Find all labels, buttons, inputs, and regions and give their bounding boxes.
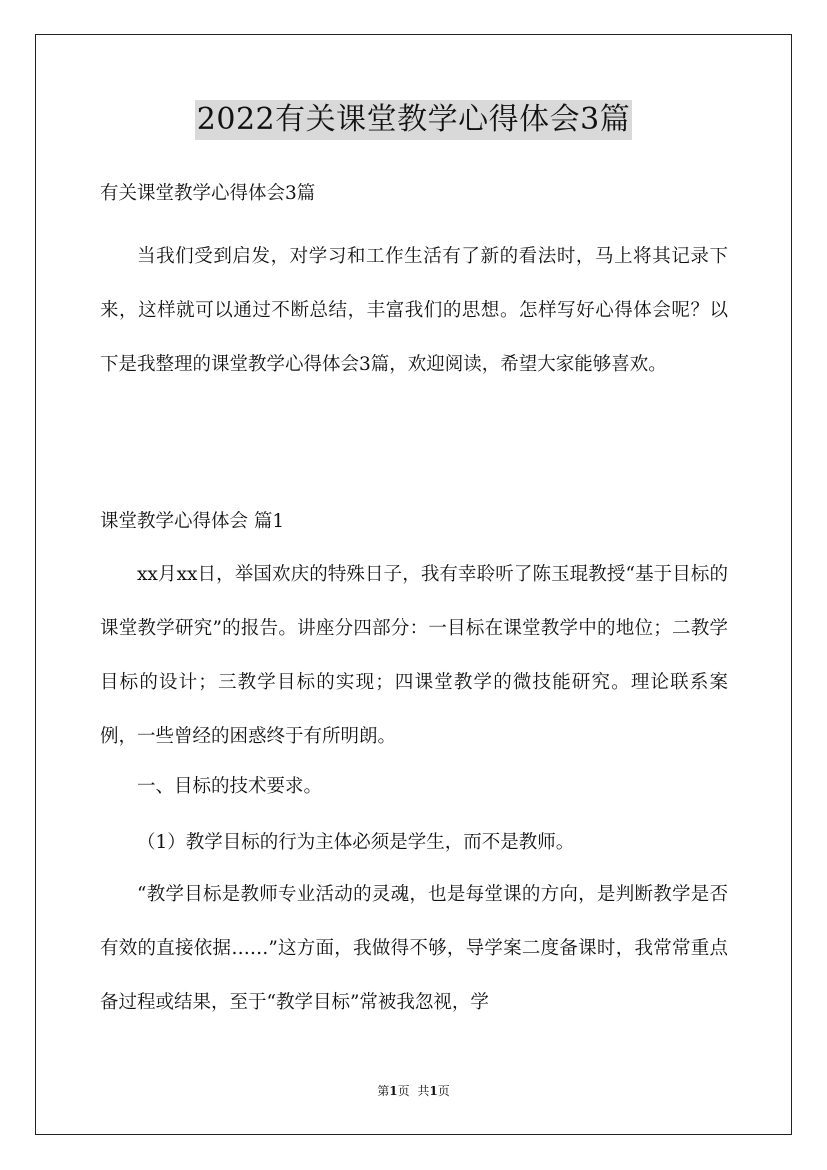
footer-total-suffix: 页 <box>437 1084 450 1098</box>
footer-page-prefix: 第 <box>377 1084 390 1098</box>
footer-total-prefix: 共 <box>417 1084 430 1098</box>
sub-point-body-paragraph: “教学目标是教师专业活动的灵魂，也是每堂课的方向，是判断教学是否有效的直接依据……”这方面，我做得不够，导学案二度备课时，我常常重点备过程或结果，至于“教学目标”常被我忽视，学 <box>100 884 728 1013</box>
footer-page-total: 1 <box>429 1084 438 1098</box>
point-heading: 一、目标的技术要求。 <box>137 776 323 797</box>
section-heading: 课堂教学心得体会 篇1 <box>100 511 285 532</box>
document-subtitle: 有关课堂教学心得体会3篇 <box>100 183 316 204</box>
footer-page-current: 1 <box>389 1084 398 1098</box>
page-footer <box>0 1083 827 1099</box>
footer-page-suffix: 页 <box>397 1084 410 1098</box>
intro-paragraph: 当我们受到启发，对学习和工作生活有了新的看法时，马上将其记录下来，这样就可以通过不断总结，丰富我们的思想。怎样写好心得体会呢？以下是我整理的课堂教学心得体会3篇，欢迎阅读，希望大家能够喜欢。 <box>100 246 728 375</box>
section-body-paragraph: xx月xx日，举国欢庆的特殊日子，我有幸聆听了陈玉琨教授“基于目标的课堂教学研究”的报告。讲座分四部分：一目标在课堂教学中的地位；二教学目标的设计；三教学目标的实现；四课堂教学的微技能研究。理论联系案例，一些曾经的困惑终于有所明朗。 <box>100 564 728 747</box>
title-container <box>0 100 827 140</box>
document-title: 2022有关课堂教学心得体会3篇 <box>195 100 632 140</box>
sub-point: （1）教学目标的行为主体必须是学生，而不是教师。 <box>137 832 575 853</box>
